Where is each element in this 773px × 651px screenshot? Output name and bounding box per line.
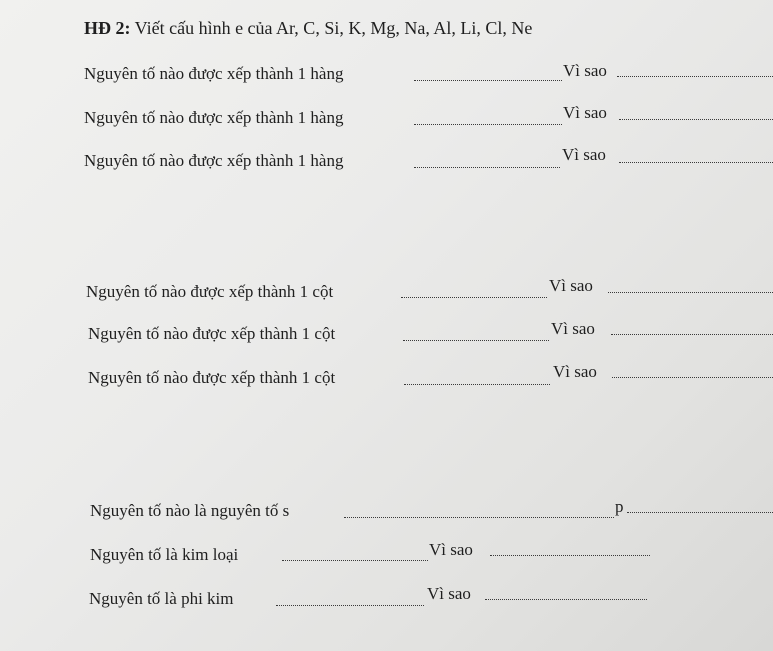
nonmetal-question xyxy=(89,589,233,609)
reason-blank[interactable] xyxy=(619,119,773,120)
block-question xyxy=(90,501,289,521)
nonmetal-question-prompt: Nguyên tố là phi kim xyxy=(89,589,234,608)
answer-blank[interactable] xyxy=(414,80,562,81)
row-question-prompt: Nguyên tố nào được xếp thành 1 hàng xyxy=(84,64,344,83)
column-question-prompt: Nguyên tố nào được xếp thành 1 cột xyxy=(86,282,334,301)
why-label: Vì sao xyxy=(427,584,471,603)
metal-question xyxy=(90,545,238,565)
answer-blank[interactable] xyxy=(282,560,428,561)
reason-blank[interactable] xyxy=(611,334,773,335)
answer-blank[interactable] xyxy=(403,340,549,341)
answer-blank[interactable] xyxy=(401,297,547,298)
why-label: Vì sao xyxy=(551,319,595,338)
why-label: Vì sao xyxy=(429,540,473,559)
activity-label: HĐ 2: xyxy=(84,18,131,38)
why-label: Vì sao xyxy=(563,61,607,80)
block-question-prompt: Nguyên tố nào là nguyên tố s xyxy=(90,501,290,520)
answer-blank[interactable] xyxy=(414,124,562,125)
column-question-2 xyxy=(88,324,335,344)
reason-blank[interactable] xyxy=(608,292,773,293)
column-question-1 xyxy=(86,282,333,302)
activity-instruction: Viết cấu hình e của Ar, C, Si, K, Mg, Na, Al, Li, Cl, Ne xyxy=(130,18,533,38)
answer-blank[interactable] xyxy=(414,167,560,168)
why-label: Vì sao xyxy=(549,276,593,295)
why-label: Vì sao xyxy=(553,362,597,381)
reason-blank[interactable] xyxy=(619,162,773,163)
p-answer-blank[interactable] xyxy=(627,512,773,513)
reason-blank[interactable] xyxy=(490,555,650,556)
reason-blank[interactable] xyxy=(617,76,773,77)
answer-blank[interactable] xyxy=(276,605,424,606)
activity-heading xyxy=(84,18,532,38)
answer-blank[interactable] xyxy=(404,384,550,385)
row-question-prompt: Nguyên tố nào được xếp thành 1 hàng xyxy=(84,151,344,170)
column-question-prompt: Nguyên tố nào được xếp thành 1 cột xyxy=(88,368,336,387)
row-question-1 xyxy=(84,64,343,84)
why-label: Vì sao xyxy=(562,145,606,164)
row-question-prompt: Nguyên tố nào được xếp thành 1 hàng xyxy=(84,108,344,127)
metal-question-prompt: Nguyên tố là kim loại xyxy=(90,545,239,564)
reason-blank[interactable] xyxy=(485,599,647,600)
row-question-2 xyxy=(84,108,343,128)
s-answer-blank[interactable] xyxy=(344,517,614,518)
reason-blank[interactable] xyxy=(612,377,773,378)
row-question-3 xyxy=(84,151,343,171)
why-label: Vì sao xyxy=(563,103,607,122)
column-question-3 xyxy=(88,368,335,388)
column-question-prompt: Nguyên tố nào được xếp thành 1 cột xyxy=(88,324,336,343)
p-label: p xyxy=(615,497,624,516)
